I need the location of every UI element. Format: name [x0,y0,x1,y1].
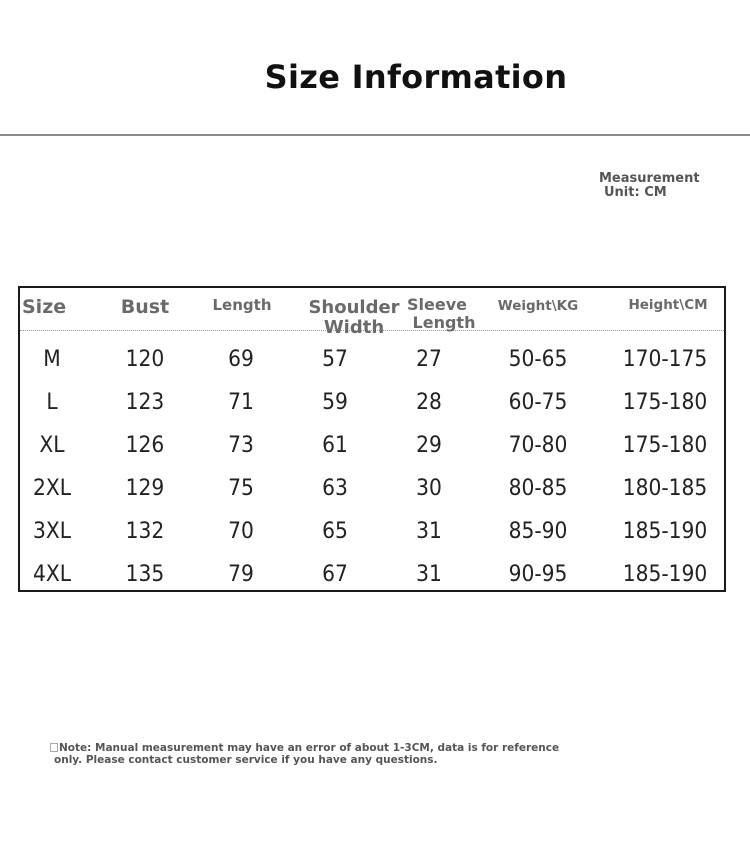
cell-sleeve: 30 [416,476,442,501]
cell-size: 3XL [32,519,72,544]
cell-sleeve: 28 [416,390,442,415]
cell-sleeve: 31 [416,519,442,544]
header-shoulder-width: Shoulder Width [308,297,400,338]
cell-height: 185-190 [622,519,708,544]
cell-size: L [46,390,58,415]
cell-bust: 120 [125,347,165,372]
header-sleeve-length: Sleeve Length [407,295,476,332]
cell-weight: 85-90 [508,519,568,544]
note-line-1: Note: Manual measurement may have an error of about 1-3CM, data is for reference [59,742,560,754]
table-row [20,467,724,510]
note-bullet-icon [50,743,58,752]
unit-line-2: Unit: CM [604,185,667,200]
header-bust: Bust [120,296,170,318]
measurement-unit [599,172,700,200]
cell-bust: 132 [125,519,165,544]
header-size: Size [22,296,67,318]
cell-weight: 70-80 [508,433,568,458]
cell-height: 170-175 [622,347,708,372]
unit-line-1: Measurement [599,171,700,186]
cell-height: 175-180 [622,433,708,458]
cell-sleeve: 29 [416,433,442,458]
size-table [18,286,726,592]
cell-length: 69 [228,347,254,372]
cell-bust: 129 [125,476,165,501]
cell-bust: 126 [125,433,165,458]
cell-shoulder: 61 [322,433,348,458]
cell-sleeve: 27 [416,347,442,372]
cell-size: XL [39,433,65,458]
table-row [20,338,724,381]
cell-shoulder: 67 [322,562,348,587]
cell-height: 175-180 [622,390,708,415]
cell-length: 71 [228,390,254,415]
title-divider [0,134,750,136]
cell-size: 4XL [32,562,72,587]
header-weight: Weight\KG [497,298,579,314]
note-line-2: only. Please contact customer service if you have any questions. [54,754,438,766]
header-length: Length [212,296,272,314]
cell-shoulder: 65 [322,519,348,544]
measurement-note [50,742,559,766]
cell-length: 70 [228,519,254,544]
table-row [20,553,724,596]
cell-height: 180-185 [622,476,708,501]
cell-shoulder: 59 [322,390,348,415]
cell-weight: 60-75 [508,390,568,415]
table-row [20,381,724,424]
cell-weight: 80-85 [508,476,568,501]
cell-sleeve: 31 [416,562,442,587]
cell-size: M [43,347,61,372]
table-row [20,424,724,467]
cell-shoulder: 63 [322,476,348,501]
cell-bust: 135 [125,562,165,587]
cell-length: 75 [228,476,254,501]
table-row [20,510,724,553]
table-header [20,288,724,338]
cell-shoulder: 57 [322,347,348,372]
cell-weight: 90-95 [508,562,568,587]
cell-size: 2XL [32,476,72,501]
cell-length: 79 [228,562,254,587]
cell-height: 185-190 [622,562,708,587]
header-height: Height\CM [628,297,708,313]
table-body [20,338,724,596]
cell-length: 73 [228,433,254,458]
cell-weight: 50-65 [508,347,568,372]
page-title: Size Information [264,58,568,96]
cell-bust: 123 [125,390,165,415]
